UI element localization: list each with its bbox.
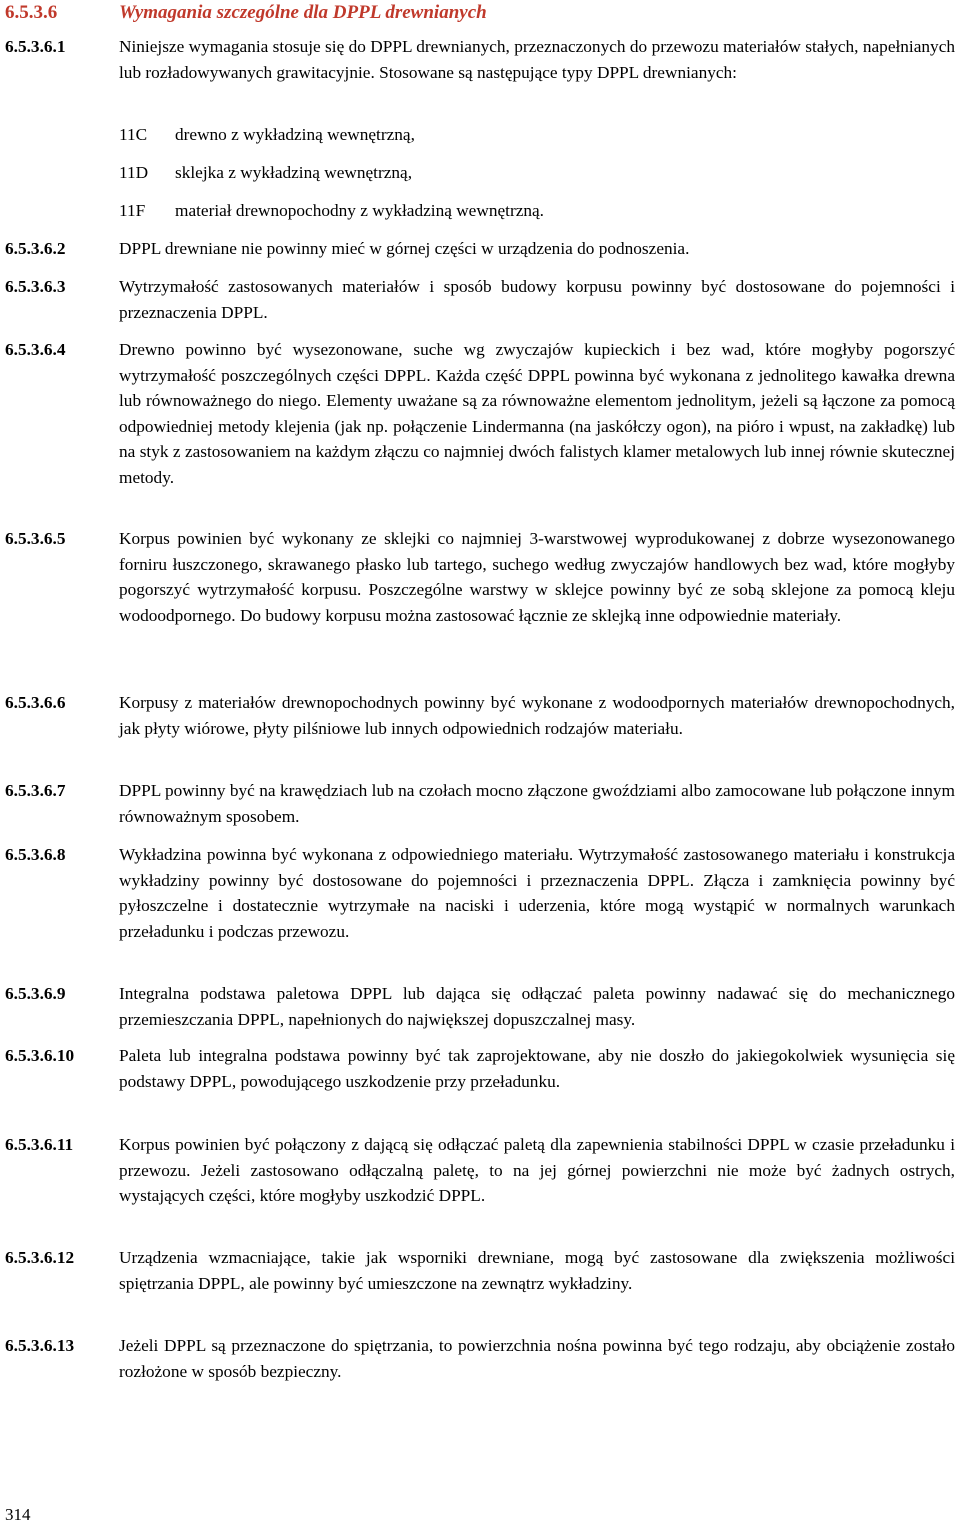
paragraph-text: DPPL powinny być na krawędziach lub na czołach mocno złączone gwoździami albo zamocowane lub połączone innym równoważnym sposobem. <box>119 781 955 826</box>
section-heading-title: Wymagania szczególne dla DPPL drewnianych <box>119 2 487 23</box>
ibc-type-item <box>119 122 415 148</box>
paragraph-number: 6.5.3.6.13 <box>5 1336 75 1355</box>
paragraph-text: Integralna podstawa paletowa DPPL lub dająca się odłączać paleta powinny nadawać się do mechanicznego przemieszczania DPPL, napełnionych do największej dopuszczalnej masy. <box>119 984 955 1029</box>
paragraph-text: Wytrzymałość zastosowanych materiałów i sposób budowy korpusu powinny być dostosowane do pojemności i przeznaczenia DPPL. <box>119 277 955 322</box>
paragraph-text: Urządzenia wzmacniające, takie jak wsporniki drewniane, mogą być zastosowane dla zwiększenia możliwości spiętrzania DPPL, ale powinny być umieszczone na zewnątrz wykładziny. <box>119 1248 955 1293</box>
ibc-type-code: 11C <box>119 125 148 144</box>
section-heading <box>5 0 955 26</box>
paragraph-number: 6.5.3.6.9 <box>5 984 66 1003</box>
paragraph-number: 6.5.3.6.6 <box>5 693 66 712</box>
paragraph-text: Drewno powinno być wysezonowane, suche wg zwyczajów kupieckich i bez wad, które mogłyby pogorszyć wytrzymałość poszczególnych części DPPL. Każda część DPPL powinna być wykonana z jednolitego kawałka drewna lub równoważnego do niego. Elementy uważane są za równoważne elementom jednolitym, jeżeli są łączone za pomocą odpowiedniej metody klejenia (jak np. połączenie Lindermanna (na jaskółczy ogon), na pióro i wpust, na zakładkę) lub na styk z zastosowaniem na każdym złączu co najmniej dwóch falistych klamer metalowych lub innej równie skutecznej metody. <box>119 340 955 487</box>
paragraph-text: Wykładzina powinna być wykonana z odpowiedniego materiału. Wytrzymałość zastosowanego materiału i konstrukcja wykładziny powinny być dostosowane do pojemności i przeznaczenia DPPL. Złącza i zamknięcia powinny być pyłoszczelne i dostatecznie wytrzymałe na naciski i uderzenia, które mogą wystąpić w normalnych warunkach przeładunku i podczas przewozu. <box>119 845 955 941</box>
ibc-type-item <box>119 160 412 186</box>
paragraph-number: 6.5.3.6.4 <box>5 340 66 359</box>
ibc-type-code: 11F <box>119 201 146 220</box>
paragraph-text: DPPL drewniane nie powinny mieć w górnej części w urządzenia do podnoszenia. <box>119 239 690 258</box>
paragraph-number: 6.5.3.6.10 <box>5 1046 75 1065</box>
paragraph-number: 6.5.3.6.11 <box>5 1135 74 1154</box>
paragraph-text: Korpusy z materiałów drewnopochodnych powinny być wykonane z wodoodpornych materiałów drewnopochodnych, jak płyty wiórowe, płyty pilśniowe lub innych odpowiednich rodzajów materiału. <box>119 693 955 738</box>
ibc-type-code: 11D <box>119 163 149 182</box>
section-heading-number: 6.5.3.6 <box>5 2 58 23</box>
paragraph-number: 6.5.3.6.2 <box>5 239 66 258</box>
ibc-type-description: drewno z wykładziną wewnętrzną, <box>175 125 415 144</box>
paragraph-number: 6.5.3.6.1 <box>5 37 66 56</box>
paragraph-text: Jeżeli DPPL są przeznaczone do spiętrzania, to powierzchnia nośna powinna być tego rodzaju, aby obciążenie zostało rozłożone w sposób bezpieczny. <box>119 1336 955 1381</box>
paragraph-number: 6.5.3.6.5 <box>5 529 66 548</box>
paragraph-number: 6.5.3.6.3 <box>5 277 66 296</box>
ibc-type-description: sklejka z wykładziną wewnętrzną, <box>175 163 413 182</box>
paragraph-text: Paleta lub integralna podstawa powinny być tak zaprojektowane, aby nie doszło do jakiegokolwiek wysunięcia się podstawy DPPL, powodującego uszkodzenie przy przeładunku. <box>119 1046 955 1091</box>
paragraph-number: 6.5.3.6.12 <box>5 1248 75 1267</box>
paragraph-text: Niniejsze wymagania stosuje się do DPPL drewnianych, przeznaczonych do przewozu materiałów stałych, napełnianych lub rozładowywanych grawitacyjnie. Stosowane są następujące typy DPPL drewnianych: <box>119 37 955 82</box>
paragraph-number: 6.5.3.6.7 <box>5 781 66 800</box>
paragraph-text: Korpus powinien być wykonany ze sklejki co najmniej 3-warstwowej wyprodukowanej z dobrze wysezonowanego forniru łuszczonego, skrawanego płasko lub tartego, suchego według zwyczajów handlowych bez wad, które mogłyby pogorszyć wytrzymałość korpusu. Poszczególne warstwy w sklejce powinny być ze sobą sklejone za pomocą kleju wodoodpornego. Do budowy korpusu można zastosować łącznie ze sklejką inne odpowiednie materiały. <box>119 529 955 625</box>
paragraph-number: 6.5.3.6.8 <box>5 845 66 864</box>
ibc-type-item <box>119 198 544 224</box>
paragraph-text: Korpus powinien być połączony z dającą się odłączać paletą dla zapewnienia stabilności DPPL w czasie przeładunku i przewozu. Jeżeli zastosowano odłączalną paletę, to na jej górnej powierzchni nie może być żadnych ostrych, wystających części, które mogłyby uszkodzić DPPL. <box>119 1135 955 1205</box>
ibc-type-description: materiał drewnopochodny z wykładziną wewnętrzną. <box>175 201 544 220</box>
page-number: 314 <box>5 1505 31 1524</box>
